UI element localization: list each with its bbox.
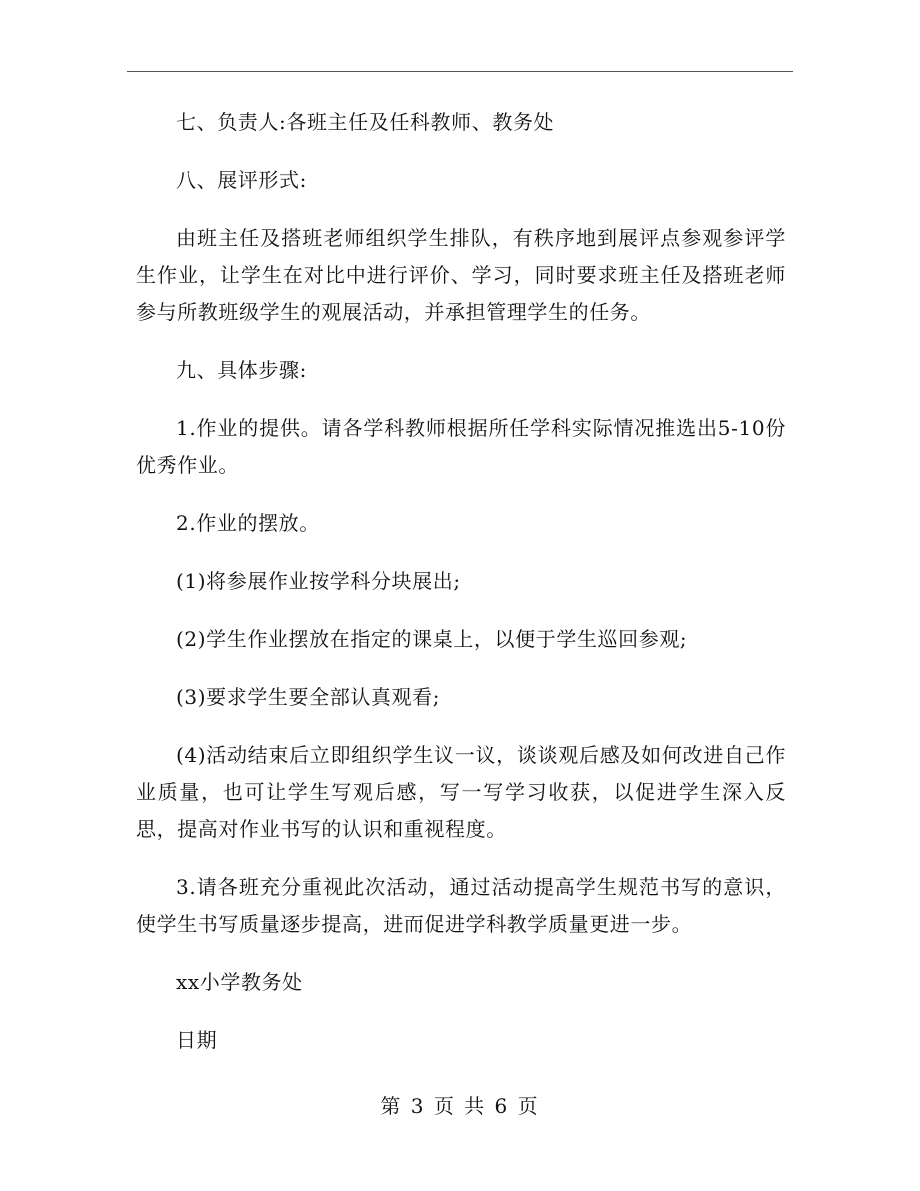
step-2-item-4: (4)活动结束后立即组织学生议一议，谈谈观后感及如何改进自己作业质量，也可让学生写观后感，写一写学习收获，以促进学生深入反思，提高对作业书写的认识和重视程度。	[136, 743, 786, 841]
step-2-item-2: (2)学生作业摆放在指定的课桌上，以便于学生巡回参观;	[176, 627, 688, 651]
signature-office: xx小学教务处	[176, 970, 303, 994]
step-2: 2.作业的摆放。	[176, 511, 320, 535]
section-steps-heading: 九、具体步骤:	[176, 358, 307, 382]
page-indicator: 第 3 页 共 6 页	[380, 1094, 540, 1118]
signature-date: 日期	[176, 1028, 218, 1052]
step-1: 1.作业的提供。请各学科教师根据所任学科实际情况推选出5-10份优秀作业。	[136, 416, 786, 477]
header-rule	[127, 71, 793, 72]
step-3: 3.请各班充分重视此次活动，通过活动提高学生规范书写的意识，使学生书写质量逐步提高，进而促进学科教学质量更进一步。	[136, 875, 786, 936]
section-exhibition-form-body: 由班主任及搭班老师组织学生排队，有秩序地到展评点参观参评学生作业，让学生在对比中进行评价、学习，同时要求班主任及搭班老师参与所教班级学生的观展活动，并承担管理学生的任务。	[136, 226, 786, 324]
step-2-item-3: (3)要求学生要全部认真观看;	[176, 685, 441, 709]
section-responsible: 七、负责人:各班主任及任科教师、教务处	[176, 110, 555, 134]
step-2-item-1: (1)将参展作业按学科分块展出;	[176, 569, 461, 593]
document-body	[136, 104, 786, 1080]
section-exhibition-form-heading: 八、展评形式:	[176, 168, 307, 192]
